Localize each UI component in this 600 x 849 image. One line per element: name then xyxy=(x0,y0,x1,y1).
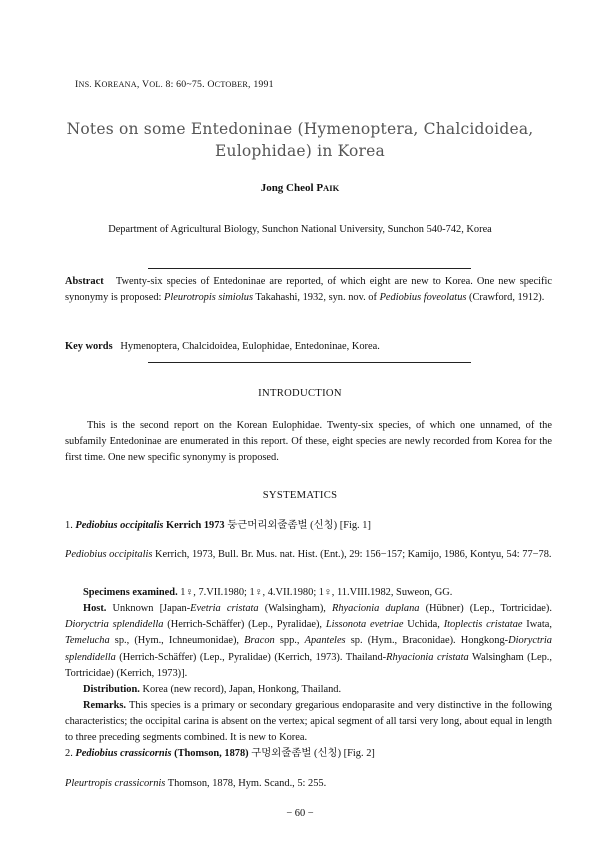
remarks-paragraph: Remarks. This species is a primary or secondary gregarious endoparasite and very distinctive in the following characteristics; the occipital carina is absent on the vertex; apical segment of all tarsi very long, about equal in length to three preceding segments combined. It is new to Korea. xyxy=(65,699,552,744)
host-paragraph: Host. Unknown [Japan-Evetria cristata (Walsingham), Rhyacionia duplana (Hübner) (Lep., Tortricidae). Dioryctria splendidella (Herrich-Schäffer) (Lep., Pyralidae), Lissonota evetriae Uchida, Itoplectis cristatae Iwata, Temelucha sp., (Hym., Ichneumonidae), Bracon spp., Apanteles sp. (Hym., Braconidae). Hongkong-Dioryctria splendidella (Herrich-Schäffer) (Lep., Pyralidae) (Kerrich, 1973). Thailand-Rhyacionia cristata Walsingham (Lep., Tortricidae) (Kerrich, 1973)]. xyxy=(65,603,552,679)
keywords-label: Key words xyxy=(65,341,113,352)
species-1-reference: Pediobius occipitalis Kerrich, 1973, Bull. Br. Mus. nat. Hist. (Ent.), 29: 156−157; Kamijo, 1986, Kontyu, 54: 77−78. xyxy=(65,549,552,560)
affiliation: Department of Agricultural Biology, Sunchon National University, Sunchon 540-742, Korea xyxy=(108,224,492,235)
species-2-reference: Pleurtropis crassicornis Thomson, 1878, Hym. Scand., 5: 255. xyxy=(65,778,327,789)
distribution-paragraph: Distribution. Korea (new record), Japan, Honkong, Thailand. xyxy=(83,683,342,695)
abstract-label: Abstract xyxy=(65,276,104,287)
abstract: Abstract Twenty-six species of Entedoninae are reported, of which eight are new to Korea. One new specific synonymy is proposed: Pleurotropis simiolus Takahashi, 1932, syn. nov. of Pediobius foveolatus (Crawford, 1912). xyxy=(65,276,553,304)
specimens-examined: Specimens examined. 1♀, 7.VII.1980; 1♀, 4.VII.1980; 1♀, 11.VIII.1982, Suweon, GG. xyxy=(83,587,453,598)
paper-title xyxy=(40,118,560,162)
species-1-details xyxy=(65,585,552,746)
keywords: Key words Hymenoptera, Chalcidoidea, Eulophidae, Entedoninae, Korea. xyxy=(65,341,380,352)
keywords-bottom-rule xyxy=(148,362,471,363)
abstract-top-rule xyxy=(148,268,471,269)
section-heading-systematics: SYSTEMATICS xyxy=(262,490,338,501)
section-heading-introduction: INTRODUCTION xyxy=(258,388,342,399)
journal-citation: INS. KOREANA, VOL. 8: 60~75. OCTOBER, 1991 xyxy=(75,79,274,90)
introduction-paragraph: This is the second report on the Korean Eulophidae. Twenty-six species, of which one unnamed, of the subfamily Entedoninae are enumerated in this report. Of these, eight species are newly recorded from Korea for the first time. One new specific synonymy is proposed. xyxy=(65,420,552,464)
author-name: Jong Cheol PAIK xyxy=(260,182,340,194)
title-line-1: Notes on some Entedoninae (Hymenoptera, Chalcidoidea, xyxy=(66,120,534,138)
species-heading-2: 2. Pediobius crassicornis (Thomson, 1878) 구멍외줄좀벌 (신칭) [Fig. 2] xyxy=(65,748,375,759)
title-line-2: Eulophidae) in Korea xyxy=(215,142,385,160)
page-number: − 60 − xyxy=(286,808,314,819)
species-heading-1: 1. Pediobius occipitalis Kerrich 1973 둥근머리외줄좀벌 (신칭) [Fig. 1] xyxy=(65,520,371,531)
